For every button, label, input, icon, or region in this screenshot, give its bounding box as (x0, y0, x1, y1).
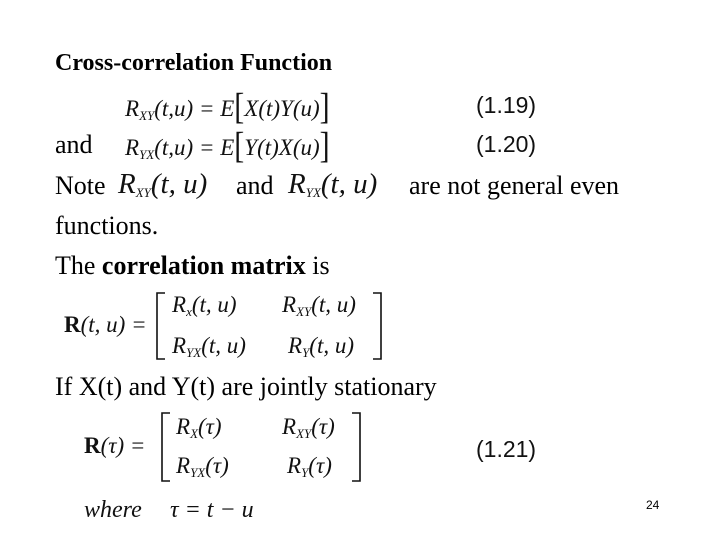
matrix1-lhs-r: R (64, 312, 81, 337)
matrix2-lhs-r: R (84, 433, 101, 458)
matrix2-a22: $R_Y(\tau)$ (287, 453, 332, 480)
note-ryx-args: (t, u) (320, 168, 378, 200)
matrix1-lhs-args: (t, u) = (80, 312, 147, 337)
corr-prefix: The (55, 251, 102, 280)
matrix2-a21: $R_{YX}(\tau)$ (176, 453, 229, 480)
eq-1-20-lhs: R (125, 135, 140, 160)
eq-1-20-lhs-sub: YX (139, 147, 155, 162)
matrix2-lhs (84, 433, 145, 459)
eq-1-20-inner: Y(t)X(u) (244, 135, 320, 160)
corr-suffix: is (305, 251, 330, 280)
correlation-matrix-line (55, 251, 330, 281)
note-rxy-sub: XY (135, 185, 151, 200)
matrix1-a21: $R_{YX}(t$, u) (172, 333, 246, 360)
note-tail-text: are not general even (409, 171, 620, 200)
note-rxy (118, 168, 207, 201)
functions-text: functions. (55, 211, 159, 240)
tau-definition: τ = t − u (170, 497, 254, 523)
note-ryx-r: R (288, 168, 306, 200)
eq-1-20-rhs: = E (198, 135, 235, 160)
corr-bold: correlation matrix (101, 251, 306, 280)
eq-1-19-lhs: R (125, 96, 140, 121)
matrix1-lhs (64, 312, 147, 338)
eq-1-19-rhs: = E (198, 96, 235, 121)
eq-number-1-21: (1.21) (476, 436, 537, 462)
matrix2-a11: $R_X(\tau)$ (176, 414, 222, 441)
eq-1-19-lhs-sub: XY (139, 108, 155, 123)
matrix2-left-bracket (160, 412, 172, 482)
eq-number-1-19: (1.19) (476, 92, 537, 118)
matrix1-left-bracket (155, 292, 167, 360)
matrix2-right-bracket (350, 412, 362, 482)
and-text: and (55, 130, 93, 159)
matrix2-lhs-args: (τ) = (100, 433, 146, 458)
note-and-text: and (236, 171, 274, 200)
matrix1-right-bracket (371, 292, 383, 360)
eq-number-1-20: (1.20) (476, 131, 537, 157)
note-ryx-sub: YX (305, 185, 321, 200)
equation-1-20: $R_{YX}(t,u) = E[Y(t)X(u)]$ (125, 124, 330, 166)
matrix1-a22: $R_Y(t$, u) (288, 333, 355, 360)
note-rxy-r: R (118, 168, 136, 200)
stationary-text: If X(t) and Y(t) are jointly stationary (55, 372, 437, 401)
matrix2-a12: $R_{XY}(\tau)$ (282, 414, 335, 441)
where-text: where (84, 497, 142, 523)
eq-1-19-inner: X(t)Y(u) (244, 96, 320, 121)
note-rxy-args: (t, u) (150, 168, 208, 200)
matrix1-a11: $R_x(t$, u) (172, 292, 237, 319)
equation-1-19: $R_{XY}(t,u) = E[X(t)Y(u)]$ (125, 85, 330, 127)
eq-1-20-lhs-args: (t,u) (154, 135, 194, 160)
slide-title: Cross-correlation Function (55, 50, 333, 76)
note-text: Note (55, 171, 106, 200)
eq-1-19-lhs-args: (t,u) (154, 96, 194, 121)
matrix1-a12: $R_{XY}(t$, u) (282, 292, 356, 319)
page-number: 24 (646, 498, 660, 512)
note-ryx (288, 168, 377, 201)
